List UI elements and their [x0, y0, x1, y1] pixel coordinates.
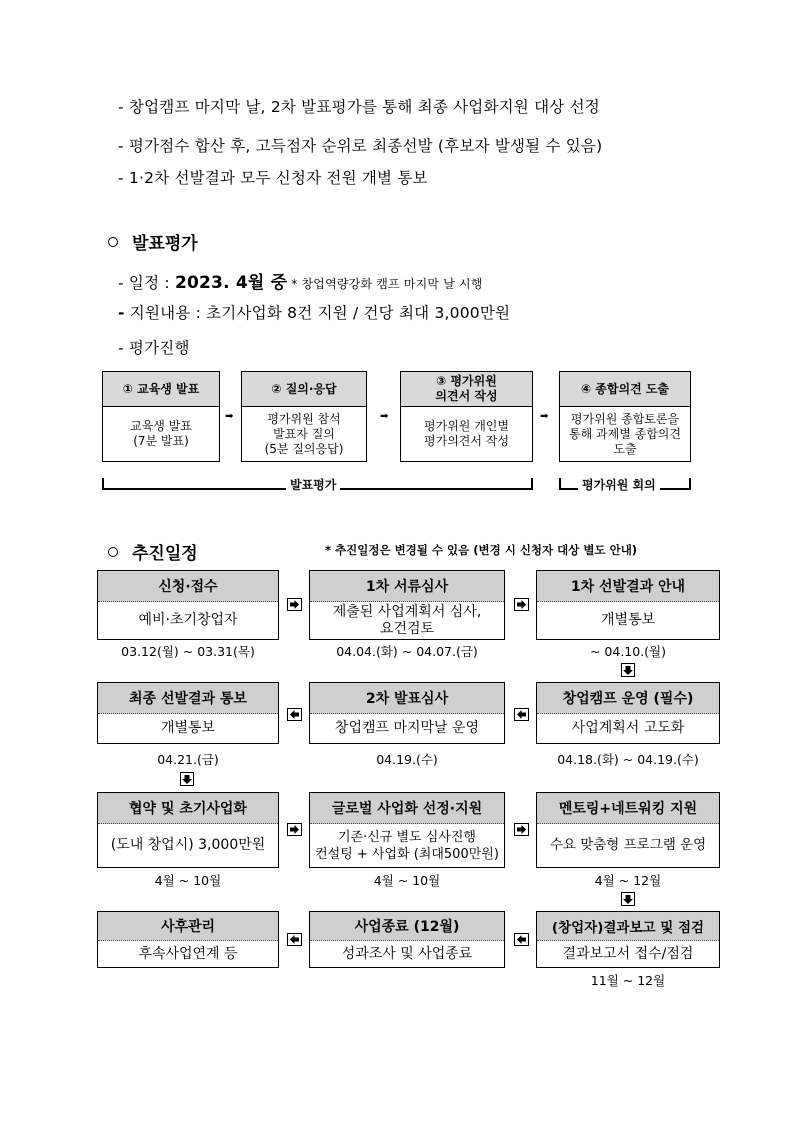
- eval-progress-label: - 평가진행: [118, 339, 190, 357]
- eval-bracket-left-label: 발표평가: [286, 476, 340, 493]
- eval-step-1-body: 교육생 발표 (7분 발표): [130, 419, 192, 448]
- schedule-section-title-text: 추진일정: [132, 544, 198, 564]
- eval-step-1: [102, 371, 220, 462]
- eval-step-3: [400, 371, 533, 462]
- schedule-box-5-date: 04.19.(수): [376, 752, 438, 767]
- intro-bullet-1: - 창업캠프 마지막 날, 2차 발표평가를 통해 최종 사업화지원 대상 선정: [118, 98, 600, 116]
- schedule-box-2-date: 04.04.(화) ~ 04.07.(금): [336, 644, 478, 659]
- schedule-box-11: [309, 911, 505, 968]
- eval-support-line: [118, 301, 510, 323]
- arrow-right-icon: [287, 823, 302, 836]
- eval-step-2-header: ② 질의·응답: [242, 372, 366, 407]
- arrow-right-icon: [287, 598, 302, 611]
- arrow-left-icon: [287, 933, 302, 946]
- schedule-box-3-date: ~ 04.10.(월): [589, 644, 667, 659]
- schedule-box-2-body: 제출된 사업계획서 심사, 요건검토: [332, 603, 482, 637]
- arrow-down-icon: [621, 892, 635, 906]
- eval-arrow-1-icon: ➡: [225, 411, 234, 422]
- eval-schedule-line: [118, 268, 483, 293]
- schedule-box-6-date: 04.18.(화) ~ 04.19.(수): [557, 752, 699, 767]
- schedule-box-9-body: 수요 맞춤형 프로그램 운영: [549, 837, 707, 853]
- eval-support-text: 지원내용 : 초기사업화 8건 지원 / 건당 최대 3,000만원: [124, 304, 511, 322]
- arrow-left-icon: [514, 708, 529, 721]
- schedule-box-3-header: 1차 선발결과 안내: [537, 571, 719, 602]
- arrow-down-icon: [180, 772, 194, 786]
- intro-bullet-2: - 평가점수 합산 후, 고득점자 순위로 최종선발 (후보자 발생될 수 있음): [118, 137, 603, 155]
- eval-step-4-body: 평가위원 종합토론을 통해 과제별 종합의견 도출: [569, 411, 681, 456]
- schedule-box-7-body: (도내 창업시) 3,000만원: [110, 837, 266, 853]
- circle-bullet-icon: [108, 547, 118, 557]
- schedule-box-12-header: (창업자)결과보고 및 점검: [537, 912, 719, 941]
- schedule-box-1: [97, 570, 279, 640]
- eval-section-title: [108, 229, 198, 254]
- schedule-box-8: [309, 792, 505, 868]
- arrow-down-icon: [621, 663, 635, 677]
- eval-step-4-header: ④ 종합의견 도출: [560, 372, 690, 407]
- schedule-box-3-body: 개별통보: [600, 612, 656, 628]
- schedule-box-12-date: 11월 ~ 12월: [590, 973, 666, 988]
- eval-section-title-text: 발표평가: [132, 234, 198, 254]
- eval-step-1-header: ① 교육생 발표: [103, 372, 219, 407]
- eval-step-2-body: 평가위원 참석 발표자 질의 (5분 질의응답): [264, 411, 344, 456]
- schedule-box-1-body: 예비·초기창업자: [138, 612, 238, 628]
- schedule-box-8-date: 4월 ~ 10월: [373, 873, 441, 888]
- circle-bullet-icon: [108, 237, 118, 247]
- schedule-box-9: [536, 792, 720, 868]
- schedule-box-5-header: 2차 발표심사: [310, 683, 504, 714]
- eval-step-3-header: ③ 평가위원 의견서 작성: [401, 372, 532, 407]
- schedule-box-12: [536, 911, 720, 968]
- eval-arrow-3-icon: ➡: [540, 411, 549, 422]
- schedule-box-1-header: 신청·접수: [98, 571, 278, 602]
- schedule-box-4-date: 04.21.(금): [157, 752, 219, 767]
- schedule-box-1-date: 03.12(월) ~ 03.31(목): [121, 644, 255, 659]
- schedule-box-8-header: 글로벌 사업화 선정·지원: [310, 793, 504, 824]
- schedule-box-12-body: 결과보고서 접수/점검: [562, 945, 694, 962]
- schedule-box-9-date: 4월 ~ 12월: [594, 873, 662, 888]
- schedule-box-6-header: 창업캠프 운영 (필수): [537, 683, 719, 714]
- schedule-section-title: [108, 539, 198, 564]
- schedule-box-3: [536, 570, 720, 640]
- schedule-box-6: [536, 682, 720, 744]
- eval-step-3-body: 평가위원 개인별 평가의견서 작성: [424, 419, 509, 448]
- schedule-box-2: [309, 570, 505, 640]
- eval-schedule-prefix: - 일정 :: [118, 274, 175, 292]
- schedule-box-10-header: 사후관리: [98, 912, 278, 941]
- schedule-box-7: [97, 792, 279, 868]
- schedule-box-6-body: 사업계획서 고도화: [571, 720, 685, 736]
- eval-schedule-date: 2023. 4월 중: [174, 273, 288, 293]
- schedule-box-4: [97, 682, 279, 744]
- schedule-box-10: [97, 911, 279, 968]
- schedule-box-4-body: 개별통보: [160, 720, 216, 736]
- schedule-box-11-header: 사업종료 (12월): [310, 912, 504, 941]
- eval-schedule-note: * 창업역량강화 캠프 마지막 날 시행: [287, 277, 483, 291]
- schedule-box-4-header: 최종 선발결과 통보: [98, 683, 278, 714]
- eval-support-dash: -: [118, 304, 125, 322]
- arrow-right-icon: [514, 823, 529, 836]
- arrow-right-icon: [514, 598, 529, 611]
- eval-arrow-2-icon: ➡: [380, 411, 389, 422]
- arrow-left-icon: [287, 708, 302, 721]
- schedule-box-9-header: 멘토링+네트워킹 지원: [537, 793, 719, 824]
- schedule-box-11-body: 성과조사 및 사업종료: [341, 945, 473, 962]
- eval-step-2: [241, 371, 367, 462]
- intro-bullet-3: - 1·2차 선발결과 모두 신청자 전원 개별 통보: [118, 169, 428, 187]
- schedule-box-8-body: 기존·신규 별도 심사진행 컨설팅 + 사업화 (최대500만원): [315, 829, 499, 862]
- schedule-box-2-header: 1차 서류심사: [310, 571, 504, 602]
- eval-step-4: [559, 371, 691, 462]
- schedule-box-7-header: 협약 및 초기사업화: [98, 793, 278, 824]
- schedule-box-10-body: 후속사업연계 등: [138, 945, 238, 962]
- eval-bracket-right-label: 평가위원 회의: [578, 476, 660, 493]
- schedule-box-5: [309, 682, 505, 744]
- schedule-box-7-date: 4월 ~ 10월: [154, 873, 222, 888]
- schedule-note: * 추진일정은 변경될 수 있음 (변경 시 신청자 대상 별도 안내): [325, 543, 638, 557]
- arrow-left-icon: [514, 933, 529, 946]
- schedule-box-5-body: 창업캠프 마지막날 운영: [334, 720, 480, 736]
